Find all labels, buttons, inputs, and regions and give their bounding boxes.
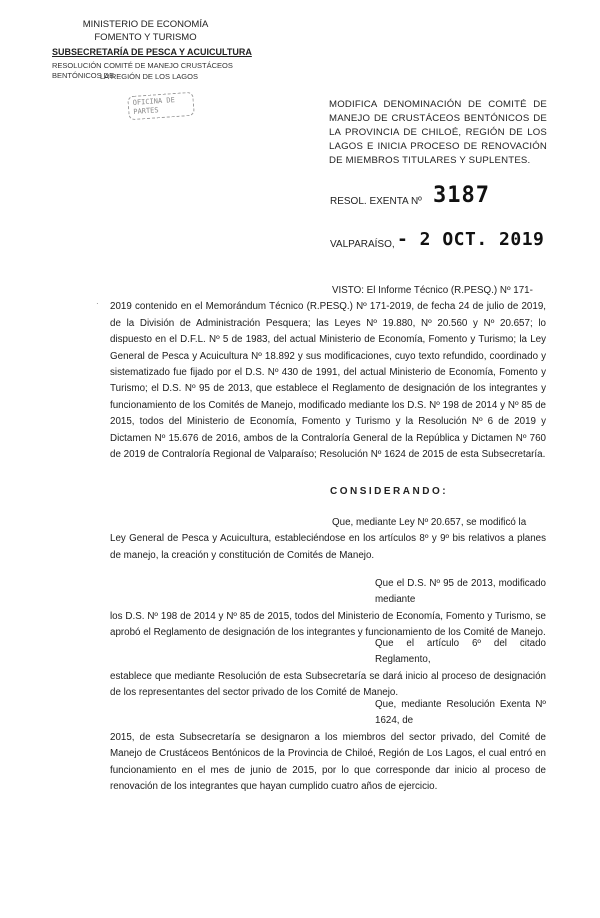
visto-paragraph [110,283,546,463]
stamp-line-2: PARTES [133,106,159,116]
visto-body: 2019 contenido en el Memorándum Técnico (R.PESQ.) Nº 171-2019, de fecha 24 de julio de 2019, de la División de Administración Pesquera; las Leyes Nº 19.880, Nº 20.560 y Nº 20.657; lo dispuesto en el D.F.L. Nº 5 de 1983, del actual Ministerio de Economía, Fomento y Turismo; la Ley General de Pesca y Acuicultura Nº 18.892 y sus modificaciones, cuyo texto refundido, coordinado y sistematizado fue fijado por el D.S. Nº 430 de 1991, del actual Ministerio de Economía, Fomento y Turismo; el D.S. Nº 95 de 2013, que establece el Reglamento de designación de los integrantes y funcionamiento de los Comités de Manejo, modificado mediante los D.S. Nº 198 de 2014 y Nº 85 de 2015, todos del Ministerio de Economía, Fomento y Turismo y la Resolución Nº 6 de 2019 y Dictamen Nº 15.676 de 2016, ambos de la Contraloría General de la República y Dictamen Nº 760 de 2019 de Contraloría Regional de Valparaíso; Resolución Nº 1624 de 2015 de esta Subsecretaría. [110,301,546,461]
margin-mark: · [96,299,99,308]
resolution-subject: MODIFICA DENOMINACIÓN DE COMITÉ DE MANEJO DE CRUSTÁCEOS BENTÓNICOS DE LA PROVINCIA DE CHILOÉ, REGIÓN DE LOS LAGOS E INICIA PROCESO DE RENOVACIÓN DE MIEMBROS TITULARES Y SUPLENTES. [329,99,547,166]
considerando-4-body: 2015, de esta Subsecretaría se designaron a los miembros del sector privado, del Comité de Manejo de Crustáceos Bentónicos de la Provincia de Chiloé, Región de Los Lagos, el cual entró en funcionamiento en el mes de junio de 2015, por lo que corresponde dar inicio al proceso de renovación de los integrantes que hayan cumplido cuatro años de ejercicio. [110,731,546,793]
subsecretaria-title: SUBSECRETARÍA DE PESCA Y ACUICULTURA [52,47,252,57]
considerando-3-indent: Que el artículo 6º del citado Reglamento, [375,638,546,666]
office-stamp [127,92,195,121]
considerando-2-body: los D.S. Nº 198 de 2014 y Nº 85 de 2015, todos del Ministerio de Economía, Fomento y Turismo, se aprobó el Reglamento de designación de los integrantes y funcionamiento de los Comité de Manejo. [110,610,546,639]
visto-indent-line: VISTO: El Informe Técnico (R.PESQ.) Nº 171- [332,285,533,296]
resolution-number: 3187 [433,183,490,208]
considerando-1-indent: Que, mediante Ley Nº 20.657, se modificó la [332,517,527,528]
considerando-3-body: establece que mediante Resolución de esta Subsecretaría se dará inicio al proceso de designación de los representantes del sector privado de los Comité de Manejo. [110,670,546,699]
stamp-line-1: OFICINA DE [132,96,176,107]
considerando-2-indent: Que el D.S. Nº 95 de 2013, modificado mediante [375,578,546,606]
considerando-paragraph-1 [110,515,546,564]
date: - 2 OCT. 2019 [397,229,545,250]
resolution-label: RESOL. EXENTA Nº [330,196,422,207]
considerando-heading: CONSIDERANDO: [330,486,449,497]
considerando-4-indent: Que, mediante Resolución Exenta Nº 1624, de [375,699,546,727]
place: VALPARAÍSO, [330,239,395,250]
considerando-1-body: Ley General de Pesca y Acuicultura, estableciéndose en los artículos 8º y 9º bis relativos a planes de manejo, la creación y constitución de Comités de Manejo. [110,533,546,561]
considerando-paragraph-3 [110,636,546,702]
ministry-line-1: MINISTERIO DE ECONOMÍA [82,19,209,30]
considerando-paragraph-4 [110,697,546,795]
letterhead [78,18,213,44]
considerando-paragraph-2 [110,576,546,642]
resolution-ref-line-1: RESOLUCIÓN COMITÉ DE MANEJO CRUSTÁCEOS BENTÓNICOS DE [52,61,233,80]
resolution-ref-line-2: LA REGIÓN DE LOS LAGOS [100,72,198,81]
ministry-line-2: FOMENTO Y TURISMO [94,32,197,43]
